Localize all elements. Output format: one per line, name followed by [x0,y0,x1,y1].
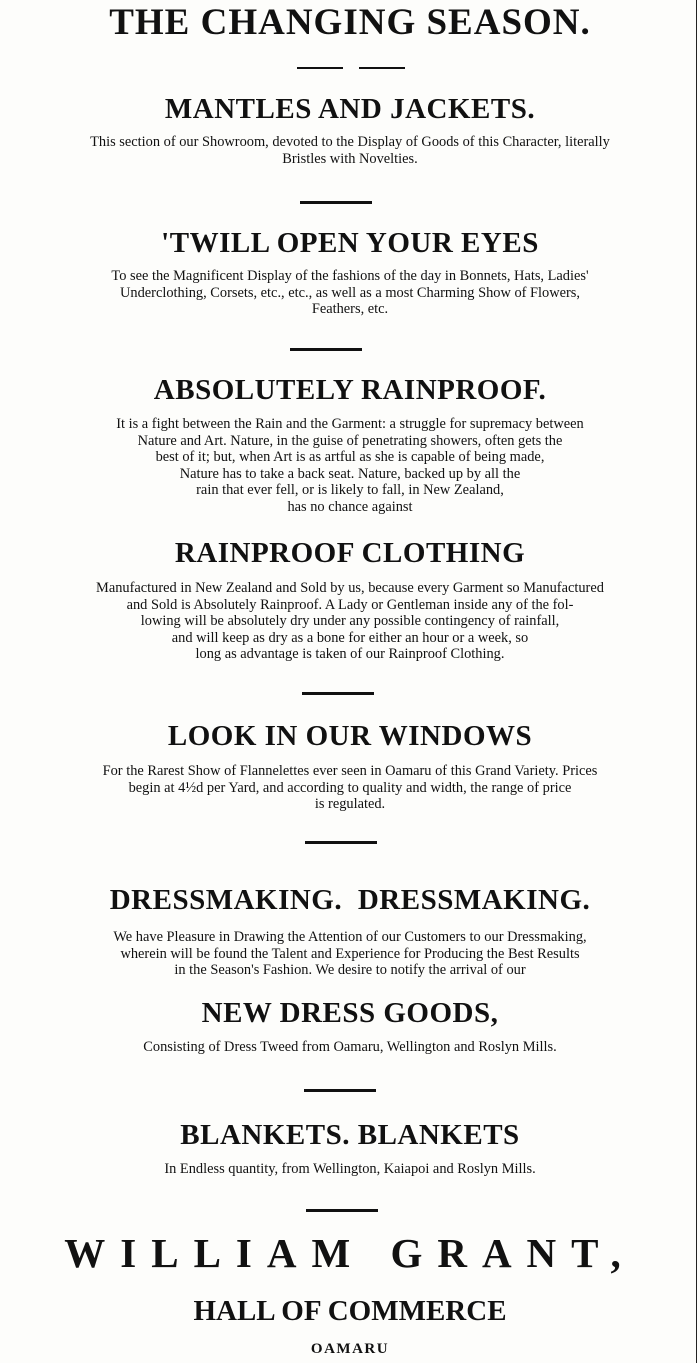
merchant-name: WILLIAM GRANT, [64,1230,636,1276]
section-heading-dress-goods: NEW DRESS GOODS, [201,997,499,1029]
divider [290,348,362,351]
section-text-dressmaking: We have Pleasure in Drawing the Attention of our Customers to our Dressmaking, wherein will be found the Talent and Experience for Producing the Best Results in the Season's Fashion. We desire to notify the arrival of our [113,929,587,978]
section-heading-eyes: 'TWILL OPEN YOUR EYES [161,227,539,259]
page-title: THE CHANGING SEASON. [109,2,591,43]
divider [300,201,372,204]
hall-name: HALL OF COMMERCE [193,1295,507,1327]
section-text-mantles: This section of our Showroom, devoted to the Display of Goods of this Character, literally Bristles with Novelties. [90,134,610,167]
divider [306,1209,378,1212]
section-heading-clothing: RAINPROOF CLOTHING [174,537,526,569]
section-text-clothing: Manufactured in New Zealand and Sold by us, because every Garment so Manufactured and Sold is Absolutely Rainproof. A Lady or Gentleman inside any of the fol- lowing will be absolutely dry under any possible contingency of rainfall, and will keep as dry as a bone for either an hour or a week, so long as advantage is taken of our Rainproof Clothing. [96,580,604,662]
column-rule [696,0,697,1363]
town-name: OAMARU [310,1341,390,1357]
section-heading-dressmaking: DRESSMAKING. DRESSMAKING. [109,884,591,916]
divider [302,692,374,695]
double-divider [297,67,405,70]
section-text-rainproof: It is a fight between the Rain and the Garment: a struggle for supremacy between Nature and Art. Nature, in the guise of penetrating showers, often gets the best of it; but, when Art is as artful as she is capable of being made, Nature has to take a back seat. Nature, backed up by all the rain that ever fell, or is likely to fall, in New Zealand, has no chance against [116,416,584,515]
section-text-windows: For the Rarest Show of Flannelettes ever seen in Oamaru of this Grand Variety. Prices begin at 4½d per Yard, and according to quality and width, the range of price is regulated. [102,763,598,812]
section-heading-windows: LOOK IN OUR WINDOWS [167,720,533,752]
divider [305,841,377,844]
section-heading-blankets: BLANKETS. BLANKETS [180,1119,520,1151]
section-heading-mantles: MANTLES AND JACKETS. [164,93,536,125]
section-text-dress-goods: Consisting of Dress Tweed from Oamaru, Wellington and Roslyn Mills. [143,1039,557,1055]
divider [304,1089,376,1092]
section-text-eyes: To see the Magnificent Display of the fashions of the day in Bonnets, Hats, Ladies' Underclothing, Corsets, etc., etc., as well as a most Charming Show of Flowers, Feathers, etc. [111,268,589,317]
section-text-blankets: In Endless quantity, from Wellington, Kaiapoi and Roslyn Mills. [164,1161,536,1177]
section-heading-rainproof: ABSOLUTELY RAINPROOF. [153,374,547,406]
